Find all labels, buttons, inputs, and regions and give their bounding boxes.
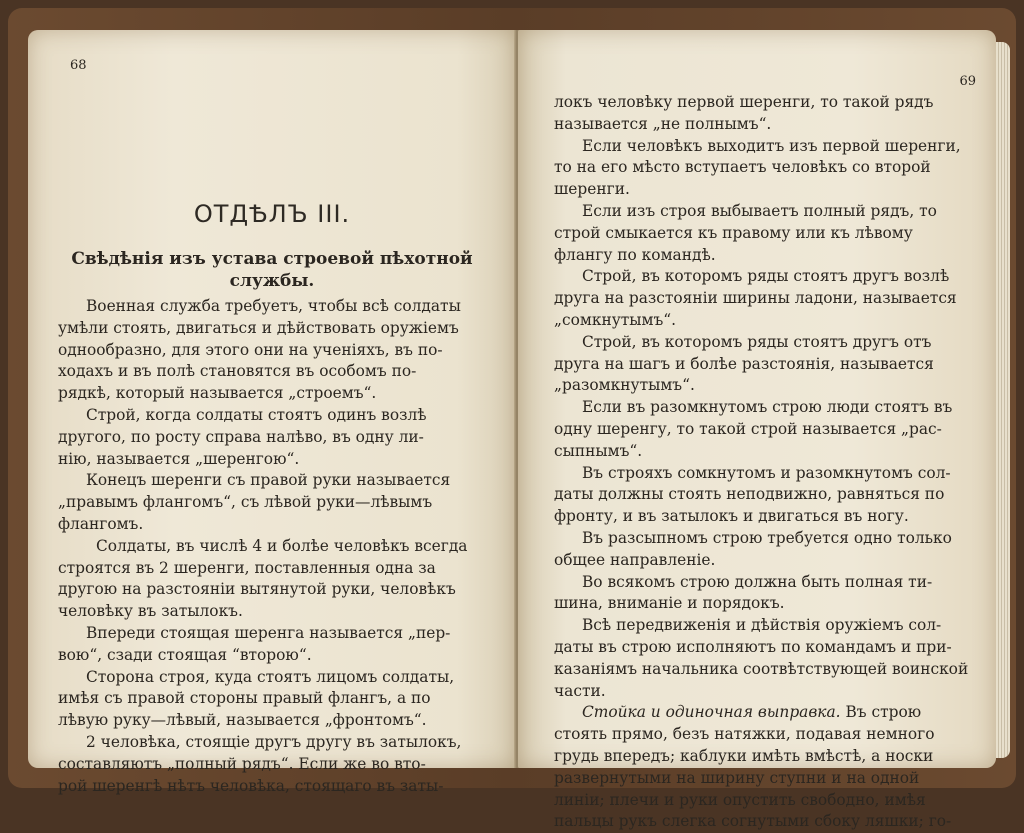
text-line (58, 449, 467, 471)
text-line (58, 645, 467, 667)
text-line-content: части. (554, 681, 606, 700)
text-line-content: рой шеренгѣ нѣтъ человѣка, стоящаго въ заты- (58, 776, 444, 795)
text-line-content: друга на шагъ и болѣе разстоянія, называется (554, 354, 934, 373)
text-line-content: лѣвую руку—лѣвый, называется „фронтомъ“. (58, 711, 427, 730)
text-line (58, 427, 467, 449)
text-line-content: Солдаты, въ числѣ 4 и болѣе человѣкъ всегда (96, 536, 468, 555)
text-line-content: одну шеренгу, то такой строй называется „рас- (554, 419, 942, 438)
text-line (554, 615, 968, 637)
text-line-content: развернутыми на ширину ступни и на одной (554, 768, 920, 787)
text-line-content: фронту, и въ затылокъ и двигаться въ ногу. (554, 507, 909, 526)
text-line-content: Если въ разомкнутомъ строю люди стоятъ въ (582, 398, 953, 417)
text-line-content: общее направленіе. (554, 550, 716, 569)
text-line-content: однообразно, для этого они на ученіяхъ, въ по- (58, 340, 443, 359)
text-line (554, 92, 968, 114)
text-line-content: Если изъ строя выбываетъ полный рядъ, то (582, 201, 937, 220)
text-line (554, 310, 968, 332)
text-line-content: Во всякомъ строю должна быть полная ти- (582, 572, 933, 591)
text-line (554, 397, 968, 419)
chapter-title (28, 248, 516, 292)
text-line (554, 528, 968, 550)
text-line (58, 514, 467, 536)
text-line-content: Впереди стоящая шеренга называется „пер- (86, 623, 451, 642)
text-line (554, 463, 968, 485)
text-line-content: умѣли стоять, двигаться и дѣйствовать оружіемъ (58, 318, 459, 337)
text-line (58, 340, 467, 362)
text-line (554, 223, 968, 245)
text-line-content: Конецъ шеренги съ правой руки называется (86, 471, 451, 490)
text-line-content: называется „не полнымъ“. (554, 114, 772, 133)
text-line (58, 623, 467, 645)
text-line (58, 318, 467, 340)
text-line (554, 179, 968, 201)
text-line-content: нію, называется „шеренгою“. (58, 449, 300, 468)
text-line-content: строй смыкается къ правому или къ лѣвому (554, 223, 913, 242)
text-line (554, 136, 968, 158)
text-line (554, 659, 968, 681)
text-line (554, 506, 968, 528)
text-line-content: флангомъ. (58, 514, 144, 533)
text-line (554, 724, 968, 746)
text-line-content: то на его мѣсто вступаетъ человѣкъ со второй (554, 158, 931, 177)
text-line (554, 811, 968, 833)
text-line-content: человѣку въ затылокъ. (58, 602, 243, 621)
chapter-title-line: Свѣдѣнія изъ устава строевой пѣхотной (71, 249, 473, 269)
text-line-content: Въ строяхъ сомкнутомъ и разомкнутомъ сол- (582, 463, 951, 482)
text-line (554, 550, 968, 572)
text-line (554, 419, 968, 441)
text-line (58, 579, 467, 601)
left-page (28, 30, 516, 795)
right-page-body (554, 92, 968, 833)
text-line (554, 484, 968, 506)
text-line (554, 375, 968, 397)
text-line-content: Строй, когда солдаты стоятъ одинъ возлѣ (86, 405, 427, 424)
text-line-content: Строй, въ которомъ ряды стоятъ другъ отъ (582, 332, 932, 351)
text-line-content: Въ разсыпномъ строю требуется одно только (582, 528, 952, 547)
text-line (554, 572, 968, 594)
text-line-content: линіи; плечи и руки опустить свободно, имѣя (554, 790, 926, 809)
text-line (58, 732, 467, 754)
text-line-content: „сомкнутымъ“. (554, 310, 677, 329)
text-line-content: Стойка и одиночная выправка. (582, 703, 841, 722)
text-line (58, 361, 467, 383)
text-line (58, 558, 467, 580)
text-line (554, 593, 968, 615)
text-line (58, 405, 467, 427)
text-line-content: другого, по росту справа налѣво, въ одну ли- (58, 427, 424, 446)
text-line (554, 354, 968, 376)
text-line (58, 601, 467, 623)
text-line-content: Строй, въ которомъ ряды стоятъ другъ возлѣ (582, 267, 950, 286)
text-line-content: рядкѣ, который называется „строемъ“. (58, 384, 377, 403)
text-line (554, 201, 968, 223)
text-line-content: даты должны стоять неподвижно, равняться по (554, 485, 945, 504)
text-line (58, 383, 467, 405)
text-line-content: пальцы рукъ слегка согнутыми сбоку ляшки; го- (554, 812, 952, 831)
text-line (554, 157, 968, 179)
text-line (554, 790, 968, 812)
left-page-body (58, 296, 467, 797)
text-line (554, 245, 968, 267)
chapter-title-line: службы. (229, 271, 315, 291)
text-line (58, 667, 467, 689)
text-line-content: „правымъ флангомъ“, съ лѣвой руки—лѣвымъ (58, 493, 433, 512)
text-line (554, 681, 968, 703)
text-line (554, 332, 968, 354)
text-line-content: 2 человѣка, стоящіе другъ другу въ затылокъ, (86, 732, 462, 751)
text-line (58, 536, 467, 558)
text-line (58, 754, 467, 776)
open-book (8, 8, 1016, 831)
text-line-content: ходахъ и въ полѣ становятся въ особомъ по- (58, 362, 417, 381)
text-line-content: вою“, сзади стоящая “второю“. (58, 645, 312, 664)
text-line-content: сыпнымъ“. (554, 441, 643, 460)
text-line-content: шеренги. (554, 180, 630, 199)
text-line-content: флангу по командѣ. (554, 245, 716, 264)
text-line (554, 266, 968, 288)
text-line-content: казаніямъ начальника соотвѣтствующей воинской (554, 659, 969, 678)
text-line-content: стоять прямо, безъ натяжки, подавая немного (554, 725, 935, 744)
page-number: 68 (70, 58, 87, 73)
text-line-content: Если человѣкъ выходитъ изъ первой шеренги, (582, 136, 961, 155)
text-line (58, 776, 467, 798)
right-page (518, 30, 996, 831)
text-line-tail: Въ строю (840, 703, 922, 722)
page-edges (996, 42, 1010, 758)
text-line-content: Всѣ передвиженія и дѣйствія оружіемъ сол- (582, 616, 942, 635)
text-line (554, 441, 968, 463)
text-line (554, 288, 968, 310)
text-line (554, 637, 968, 659)
text-line-content: имѣя съ правой стороны правый флангъ, а по (58, 689, 431, 708)
text-line (58, 296, 467, 318)
section-heading: ОТДѢЛЪ III. (193, 200, 351, 228)
text-line-content: составляютъ „полный рядъ“. Если же во вто- (58, 754, 426, 773)
text-line (58, 710, 467, 732)
text-line-content: другою на разстояніи вытянутой руки, человѣкъ (58, 580, 456, 599)
text-line-content: Военная служба требуетъ, чтобы всѣ солдаты (86, 297, 461, 315)
text-line-content: Сторона строя, куда стоятъ лицомъ солдаты, (86, 667, 455, 686)
text-line (58, 492, 467, 514)
text-line (554, 702, 968, 724)
text-line (554, 114, 968, 136)
text-line (58, 688, 467, 710)
text-line-content: строятся въ 2 шеренги, поставленныя одна за (58, 558, 436, 577)
page-number: 69 (959, 74, 976, 89)
text-line (554, 746, 968, 768)
text-line-content: „разомкнутымъ“. (554, 376, 695, 395)
text-line-content: даты въ строю исполняютъ по командамъ и при- (554, 637, 952, 656)
text-line (58, 470, 467, 492)
text-line-content: друга на разстояніи ширины ладони, называется (554, 289, 957, 308)
text-line-content: локъ человѣку первой шеренги, то такой рядъ (554, 93, 934, 111)
text-line-content: шина, вниманіе и порядокъ. (554, 594, 785, 613)
text-line (554, 768, 968, 790)
text-line-content: грудь впередъ; каблуки имѣть вмѣстѣ, а носки (554, 746, 934, 765)
